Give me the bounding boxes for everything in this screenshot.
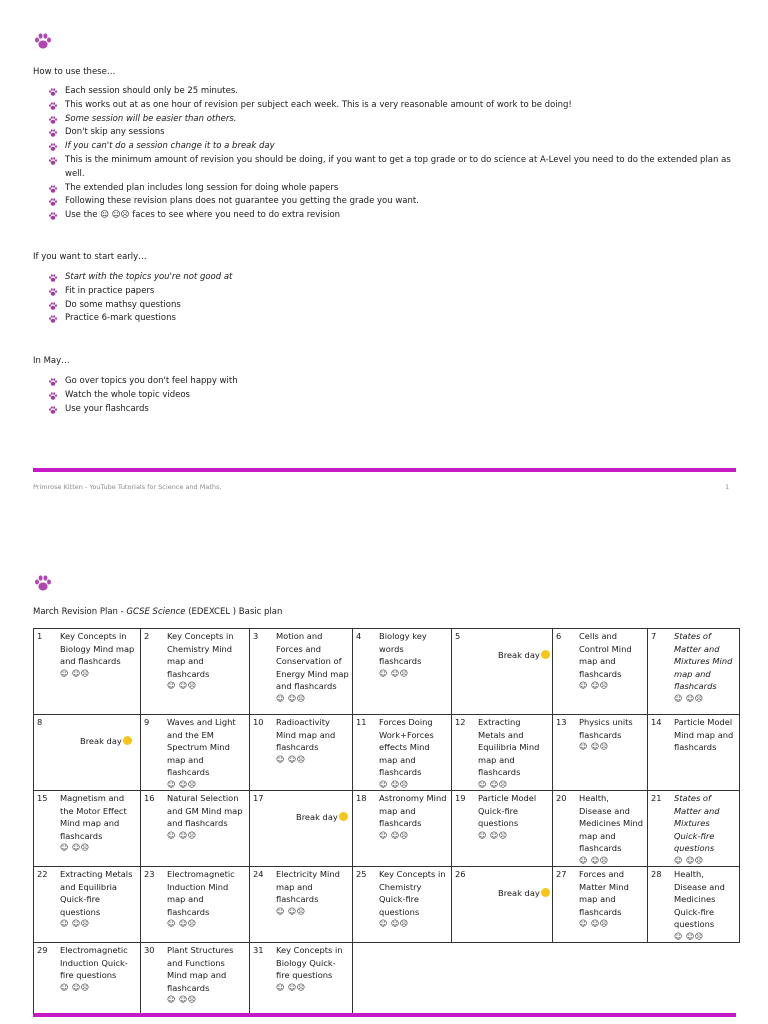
topic-text: Particle Model Mind map and flashcards [674, 717, 734, 753]
rating-faces-icon: ☺ ☺☹ [60, 919, 90, 929]
rating-faces-icon: ☺ ☺☹ [60, 668, 90, 678]
list-item-text: Watch the whole topic videos [65, 389, 190, 400]
rating-faces-icon: ☺ ☺☹ [579, 742, 609, 752]
paw-bullet-icon [48, 391, 58, 401]
paw-bullet-icon [48, 301, 58, 311]
paw-logo-icon [33, 573, 53, 593]
topic-text: Radioactivity Mind map and flashcards [276, 717, 336, 753]
smiley-icon [541, 650, 550, 659]
day-number: 2 [144, 631, 150, 641]
topic-text: Health, Disease and Medicines Quick-fire questions [674, 868, 725, 930]
day-number: 19 [455, 792, 466, 803]
day-number: 17 [253, 792, 264, 803]
rating-faces-icon: ☺ ☺☹ [276, 754, 306, 764]
list-item [48, 85, 738, 99]
list-item-text: Go over topics you don't feel happy with [65, 376, 238, 386]
list-item-text: Fit in practice papers [65, 285, 155, 296]
day-cell [553, 866, 648, 942]
day-number: 10 [253, 717, 264, 727]
topic-text: Cells and Control Mind map and flashcards [579, 631, 632, 679]
day-cell [648, 866, 740, 942]
paw-bullet-icon [48, 211, 58, 221]
rating-faces-icon: ☺ ☺☹ [674, 931, 704, 941]
paw-bullet-icon [48, 314, 58, 324]
list-item-text: If you can't do a session change it to a break day [65, 141, 275, 152]
topic-text: Key Concepts in Chemistry Mind map and flashcards [167, 631, 234, 679]
list-item-text: Following these revision plans does not guarantee you getting the grade you want. [65, 196, 419, 207]
day-number: 29 [37, 944, 48, 955]
list-item-text: The extended plan includes long session for doing whole papers [65, 182, 339, 193]
topic-text: Natural Selection and GM Mind map and flashcards [167, 792, 243, 829]
rating-faces-icon: ☺ ☺☹ [579, 855, 609, 865]
topic-text: Motion and Forces and Conservation of Energy Mind map and flashcards [276, 631, 349, 692]
list-item [48, 299, 738, 313]
day-cell [452, 629, 553, 715]
day-cell [648, 790, 740, 866]
footer-rule [33, 468, 736, 472]
day-cell [553, 629, 648, 715]
day-number: 30 [144, 944, 155, 955]
in-may-list [48, 375, 738, 416]
rating-faces-icon: ☺ ☺☹ [276, 906, 306, 916]
day-cell [250, 790, 353, 866]
rating-faces-icon: ☺ ☺☹ [674, 693, 704, 703]
list-item [48, 182, 738, 196]
topic-text: Key Concepts in Biology Quick-fire questions [276, 944, 343, 981]
day-cell [34, 629, 141, 715]
rating-faces-icon: ☺ ☺☹ [167, 919, 197, 929]
day-number: 15 [37, 792, 48, 803]
how-to-use-heading: How to use these… [33, 67, 116, 77]
rating-faces-icon: ☺ ☺☹ [276, 693, 306, 703]
list-item [48, 389, 738, 403]
day-number: 25 [356, 868, 367, 879]
day-cell [34, 942, 141, 1016]
paw-bullet-icon [48, 87, 58, 97]
topic-text: Extracting Metals and Equilibria Quick-fire questions [60, 868, 133, 917]
break-day-label: Break day [478, 630, 550, 662]
rating-faces-icon: ☺ ☺☹ [167, 681, 197, 691]
page-number: 1 [725, 483, 730, 491]
topic-text: Electricity Mind map and flashcards [276, 868, 340, 905]
day-cell [452, 715, 553, 791]
list-item [48, 312, 738, 326]
list-item-text: Use the ☺ ☺☹ faces to see where you need to do extra revision [65, 210, 341, 221]
start-early-list [48, 271, 738, 326]
break-day-label: Break day [478, 868, 550, 900]
day-number: 24 [253, 868, 264, 879]
topic-text: Electromagnetic Induction Mind map and flashcards [167, 868, 235, 917]
day-number: 22 [37, 868, 48, 879]
list-item-text: Each session should only be 25 minutes. [65, 86, 239, 96]
day-cell [250, 629, 353, 715]
topic-text: Extracting Metals and Equilibria Mind map and flashcards [478, 717, 540, 778]
day-number: 16 [144, 792, 155, 803]
rating-faces-icon: ☺ ☺☹ [276, 982, 306, 992]
day-number: 5 [455, 631, 461, 641]
smiley-icon [541, 888, 550, 897]
topic-text: Key Concepts in Biology Mind map and flashcards [60, 631, 135, 667]
list-item [48, 195, 738, 209]
paw-bullet-icon [48, 101, 58, 111]
rating-faces-icon: ☺ ☺☹ [379, 668, 409, 678]
list-item-text: Use your flashcards [65, 403, 149, 414]
day-cell [353, 715, 452, 791]
list-item [48, 126, 738, 140]
day-number: 6 [556, 631, 562, 641]
day-number: 9 [144, 717, 150, 727]
paw-logo-icon [33, 31, 53, 51]
rating-faces-icon: ☺ ☺☹ [60, 843, 90, 853]
topic-text: Plant Structures and Functions Mind map and flashcards [167, 944, 234, 993]
bottom-rule [33, 1013, 736, 1017]
day-number: 21 [651, 792, 662, 803]
topic-text: Forces Doing Work+Forces effects Mind map and flashcards [379, 717, 434, 778]
revision-calendar [33, 628, 740, 1017]
topic-text: States of Matter and Mixtures Quick-fire questions [674, 792, 720, 854]
topic-text: Particle Model Quick-fire questions [478, 792, 537, 829]
list-item [48, 271, 738, 285]
day-cell [452, 790, 553, 866]
paw-bullet-icon [48, 377, 58, 387]
list-item-text: This works out at as one hour of revision per subject each week. This is a very reasonable amount of work to be doing! [65, 99, 572, 110]
day-number: 31 [253, 944, 264, 955]
rating-faces-icon: ☺ ☺☹ [167, 830, 197, 840]
list-item [48, 99, 738, 113]
paw-bullet-icon [48, 184, 58, 194]
rating-faces-icon: ☺ ☺☹ [674, 855, 704, 865]
list-item-text: Start with the topics you're not good at [65, 272, 233, 282]
day-number: 20 [556, 792, 567, 803]
day-number: 26 [455, 868, 466, 879]
smiley-icon [339, 812, 348, 821]
day-cell [250, 866, 353, 942]
paw-bullet-icon [48, 115, 58, 125]
day-cell [34, 866, 141, 942]
rating-faces-icon: ☺ ☺☹ [579, 681, 609, 691]
topic-text: Electromagnetic Induction Quick-fire questions [60, 944, 128, 981]
rating-faces-icon: ☺ ☺☹ [379, 779, 409, 789]
rating-faces-icon: ☺ ☺☹ [167, 779, 197, 789]
day-cell [250, 942, 353, 1016]
list-item-text: Some session will be easier than others. [65, 113, 237, 124]
smiley-icon [123, 736, 132, 745]
rating-faces-icon: ☺ ☺☹ [478, 830, 508, 840]
in-may-heading: In May… [33, 356, 70, 366]
list-item-text: Don't skip any sessions [65, 127, 165, 138]
list-item-text: Do some mathsy questions [65, 299, 181, 310]
day-number: 28 [651, 868, 662, 879]
list-item-text: Practice 6-mark questions [65, 313, 176, 324]
day-cell [452, 866, 553, 942]
paw-bullet-icon [48, 142, 58, 152]
topic-text: Forces and Matter Mind map and flashcards [579, 868, 629, 917]
list-item [48, 154, 738, 182]
day-cell [553, 790, 648, 866]
topic-text: Astronomy Mind map and flashcards [379, 792, 447, 829]
day-cell [141, 629, 250, 715]
topic-text: Magnetism and the Motor Effect Mind map and flashcards [60, 792, 127, 841]
day-cell [250, 715, 353, 791]
day-cell [141, 715, 250, 791]
topic-text: States of Matter and Mixtures Mind map and flashcards [674, 631, 733, 692]
day-number: 1 [37, 631, 43, 641]
day-cell [34, 715, 141, 791]
footer-text: Primrose Kitten - YouTube Tutorials for Science and Maths. [33, 483, 222, 491]
paw-bullet-icon [48, 405, 58, 415]
day-cell [353, 790, 452, 866]
list-item [48, 375, 738, 389]
day-cell [34, 790, 141, 866]
empty-cell [553, 942, 648, 1016]
paw-bullet-icon [48, 273, 58, 283]
plan-title: March Revision Plan - GCSE Science (EDEXCEL ) Basic plan [33, 607, 283, 617]
list-item [48, 209, 738, 223]
day-number: 14 [651, 717, 662, 727]
day-number: 8 [37, 717, 43, 727]
empty-cell [648, 942, 740, 1016]
rating-faces-icon: ☺ ☺☹ [60, 982, 90, 992]
day-number: 13 [556, 717, 567, 727]
day-cell [141, 790, 250, 866]
topic-text: Key Concepts in Chemistry Quick-fire questions [379, 868, 446, 917]
list-item [48, 285, 738, 299]
day-number: 12 [455, 717, 466, 727]
day-number: 11 [356, 717, 367, 727]
paw-bullet-icon [48, 156, 58, 166]
rating-faces-icon: ☺ ☺☹ [167, 995, 197, 1005]
rating-faces-icon: ☺ ☺☹ [379, 919, 409, 929]
break-day-label: Break day [276, 792, 349, 824]
day-number: 18 [356, 792, 367, 803]
how-to-use-list [48, 85, 738, 223]
day-cell [353, 629, 452, 715]
day-cell [553, 715, 648, 791]
paw-bullet-icon [48, 197, 58, 207]
paw-bullet-icon [48, 287, 58, 297]
day-number: 23 [144, 868, 155, 879]
start-early-heading: If you want to start early… [33, 252, 147, 262]
rating-faces-icon: ☺ ☺☹ [379, 830, 409, 840]
day-number: 27 [556, 868, 567, 879]
list-item-text: This is the minimum amount of revision you should be doing, if you want to get a top grade or to do science at A-Level you need to do the extended plan as well. [65, 154, 731, 179]
empty-cell [452, 942, 553, 1016]
rating-faces-icon: ☺ ☺☹ [579, 919, 609, 929]
list-item [48, 113, 738, 127]
day-cell [648, 715, 740, 791]
list-item [48, 140, 738, 154]
topic-text: Health, Disease and Medicines Mind map and flashcards [579, 792, 644, 854]
day-number: 3 [253, 631, 259, 641]
list-item [48, 403, 738, 417]
rating-faces-icon: ☺ ☺☹ [478, 779, 508, 789]
topic-text: Physics units flashcards [579, 717, 633, 740]
empty-cell [353, 942, 452, 1016]
paw-bullet-icon [48, 128, 58, 138]
day-number: 4 [356, 631, 362, 641]
day-cell [141, 866, 250, 942]
day-cell [648, 629, 740, 715]
topic-text: Waves and Light and the EM Spectrum Mind map and flashcards [167, 717, 236, 778]
day-cell [353, 866, 452, 942]
break-day-label: Break day [60, 716, 137, 748]
topic-text: Biology key words flashcards [379, 631, 427, 667]
day-cell [141, 942, 250, 1016]
day-number: 7 [651, 631, 657, 641]
